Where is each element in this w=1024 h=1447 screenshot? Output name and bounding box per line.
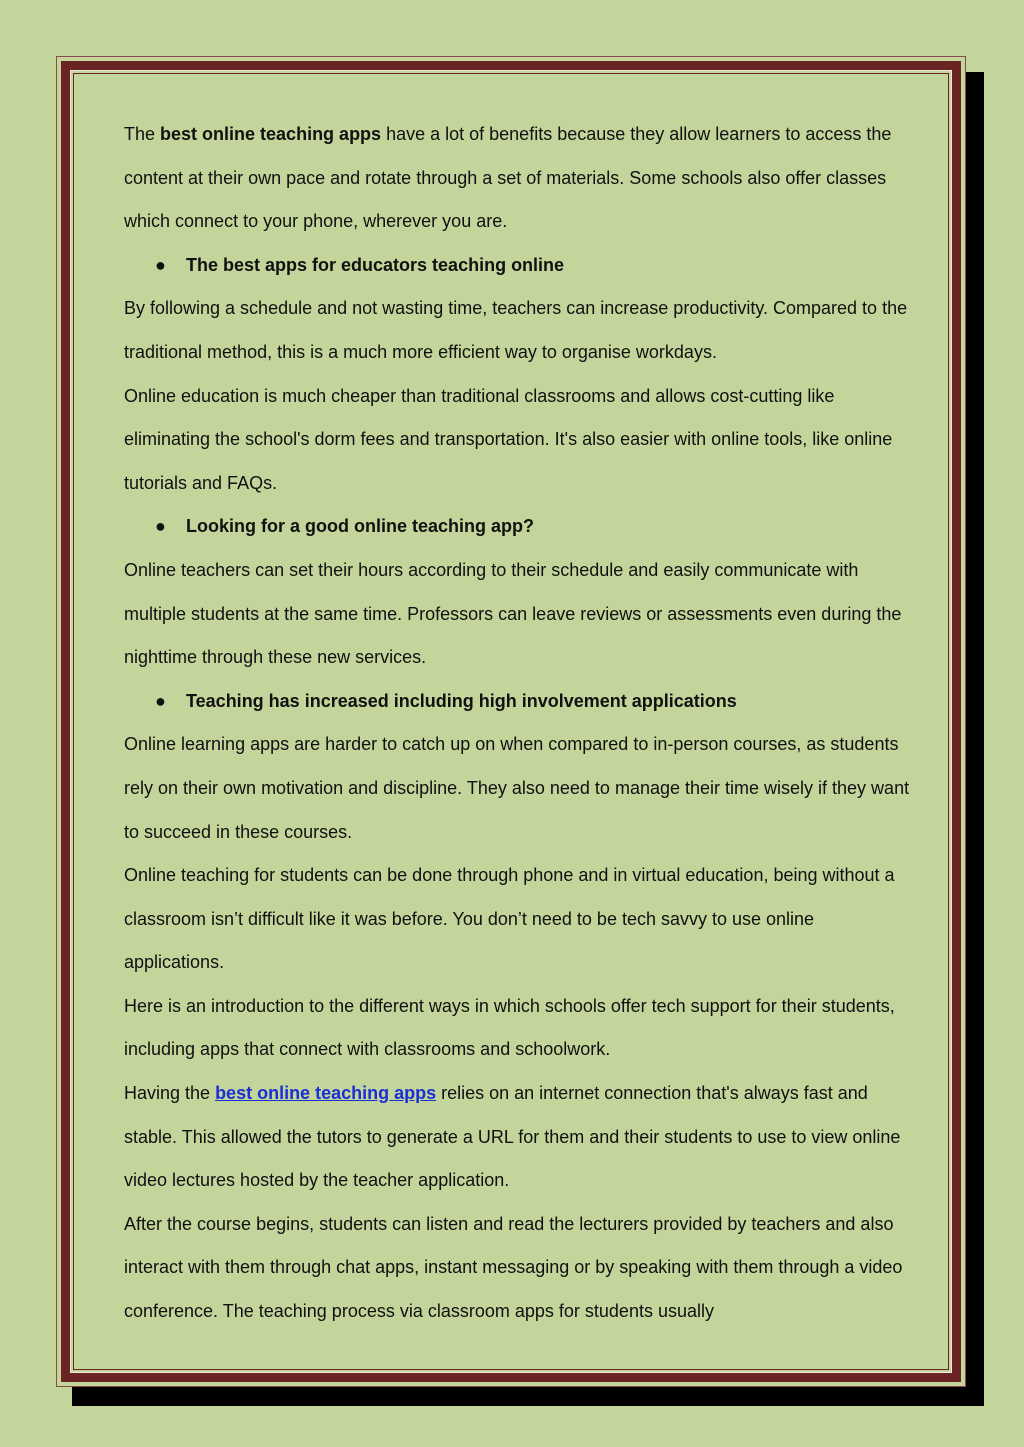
bullet-heading-2-text: Looking for a good online teaching app?: [186, 516, 534, 537]
paragraph-phone-teaching: Online teaching for students can be done through phone and in virtual education, being without a classroom isn’t difficult like it was before. You don’t need to be tech savvy to use online applications.: [124, 865, 895, 973]
bullet-heading-3: [124, 680, 914, 724]
paragraph-productivity: By following a schedule and not wasting time, teachers can increase productivity. Compared to the traditional method, this is a much more efficient way to organise workdays.: [124, 298, 908, 362]
bullet-icon: ●: [155, 516, 166, 537]
bullet-heading-1: [124, 244, 914, 288]
document-body: [124, 113, 914, 1334]
intro-text-start: The: [124, 124, 161, 144]
paragraph-course-begins: After the course begins, students can listen and read the lecturers provided by teachers and also interact with them through chat apps, instant messaging or by speaking with them through a video conference. The teaching process via classroom apps for students usually: [124, 1213, 903, 1322]
bullet-icon: ●: [155, 690, 166, 711]
bullet-heading-1-text: The best apps for educators teaching online: [186, 254, 565, 275]
internet-text-start: Having the: [124, 1083, 216, 1104]
bullet-heading-2: [124, 505, 914, 549]
paragraph-learning-apps: Online learning apps are harder to catch up on when compared to in-person courses, as students rely on their own motivation and discipline. They also need to manage their time wisely if they want to succeed in these courses.: [124, 734, 910, 842]
best-online-teaching-apps-link[interactable]: best online teaching apps: [215, 1083, 437, 1104]
paragraph-cost: Online education is much cheaper than traditional classrooms and allows cost-cutting like eliminating the school's dorm fees and transportation. It's also easier with online tools, like online tutorials and FAQs.: [124, 385, 893, 493]
bullet-heading-3-text: Teaching has increased including high involvement applications: [186, 690, 737, 711]
paragraph-teachers-hours: Online teachers can set their hours according to their schedule and easily communicate with multiple students at the same time. Professors can leave reviews or assessments even during the nighttime through these new services.: [124, 559, 902, 668]
paragraph-tech-support: Here is an introduction to the different ways in which schools offer tech support for their students, including apps that connect with classrooms and schoolwork.: [124, 995, 895, 1060]
internet-text-rest: relies on an internet connection that's always fast and stable. This allowed the tutors to generate a URL for them and their students to use to view online video lectures hosted by the teacher application.: [124, 1083, 901, 1191]
paragraph-internet: [124, 1072, 914, 1203]
paragraph-intro: [124, 113, 914, 244]
intro-bold-phrase: best online teaching apps: [160, 124, 382, 144]
intro-text-rest: have a lot of benefits because they allow learners to access the content at their own pace and rotate through a set of materials. Some schools also offer classes which connect to your phone, wherever you are.: [124, 124, 892, 232]
bullet-icon: ●: [155, 254, 166, 275]
